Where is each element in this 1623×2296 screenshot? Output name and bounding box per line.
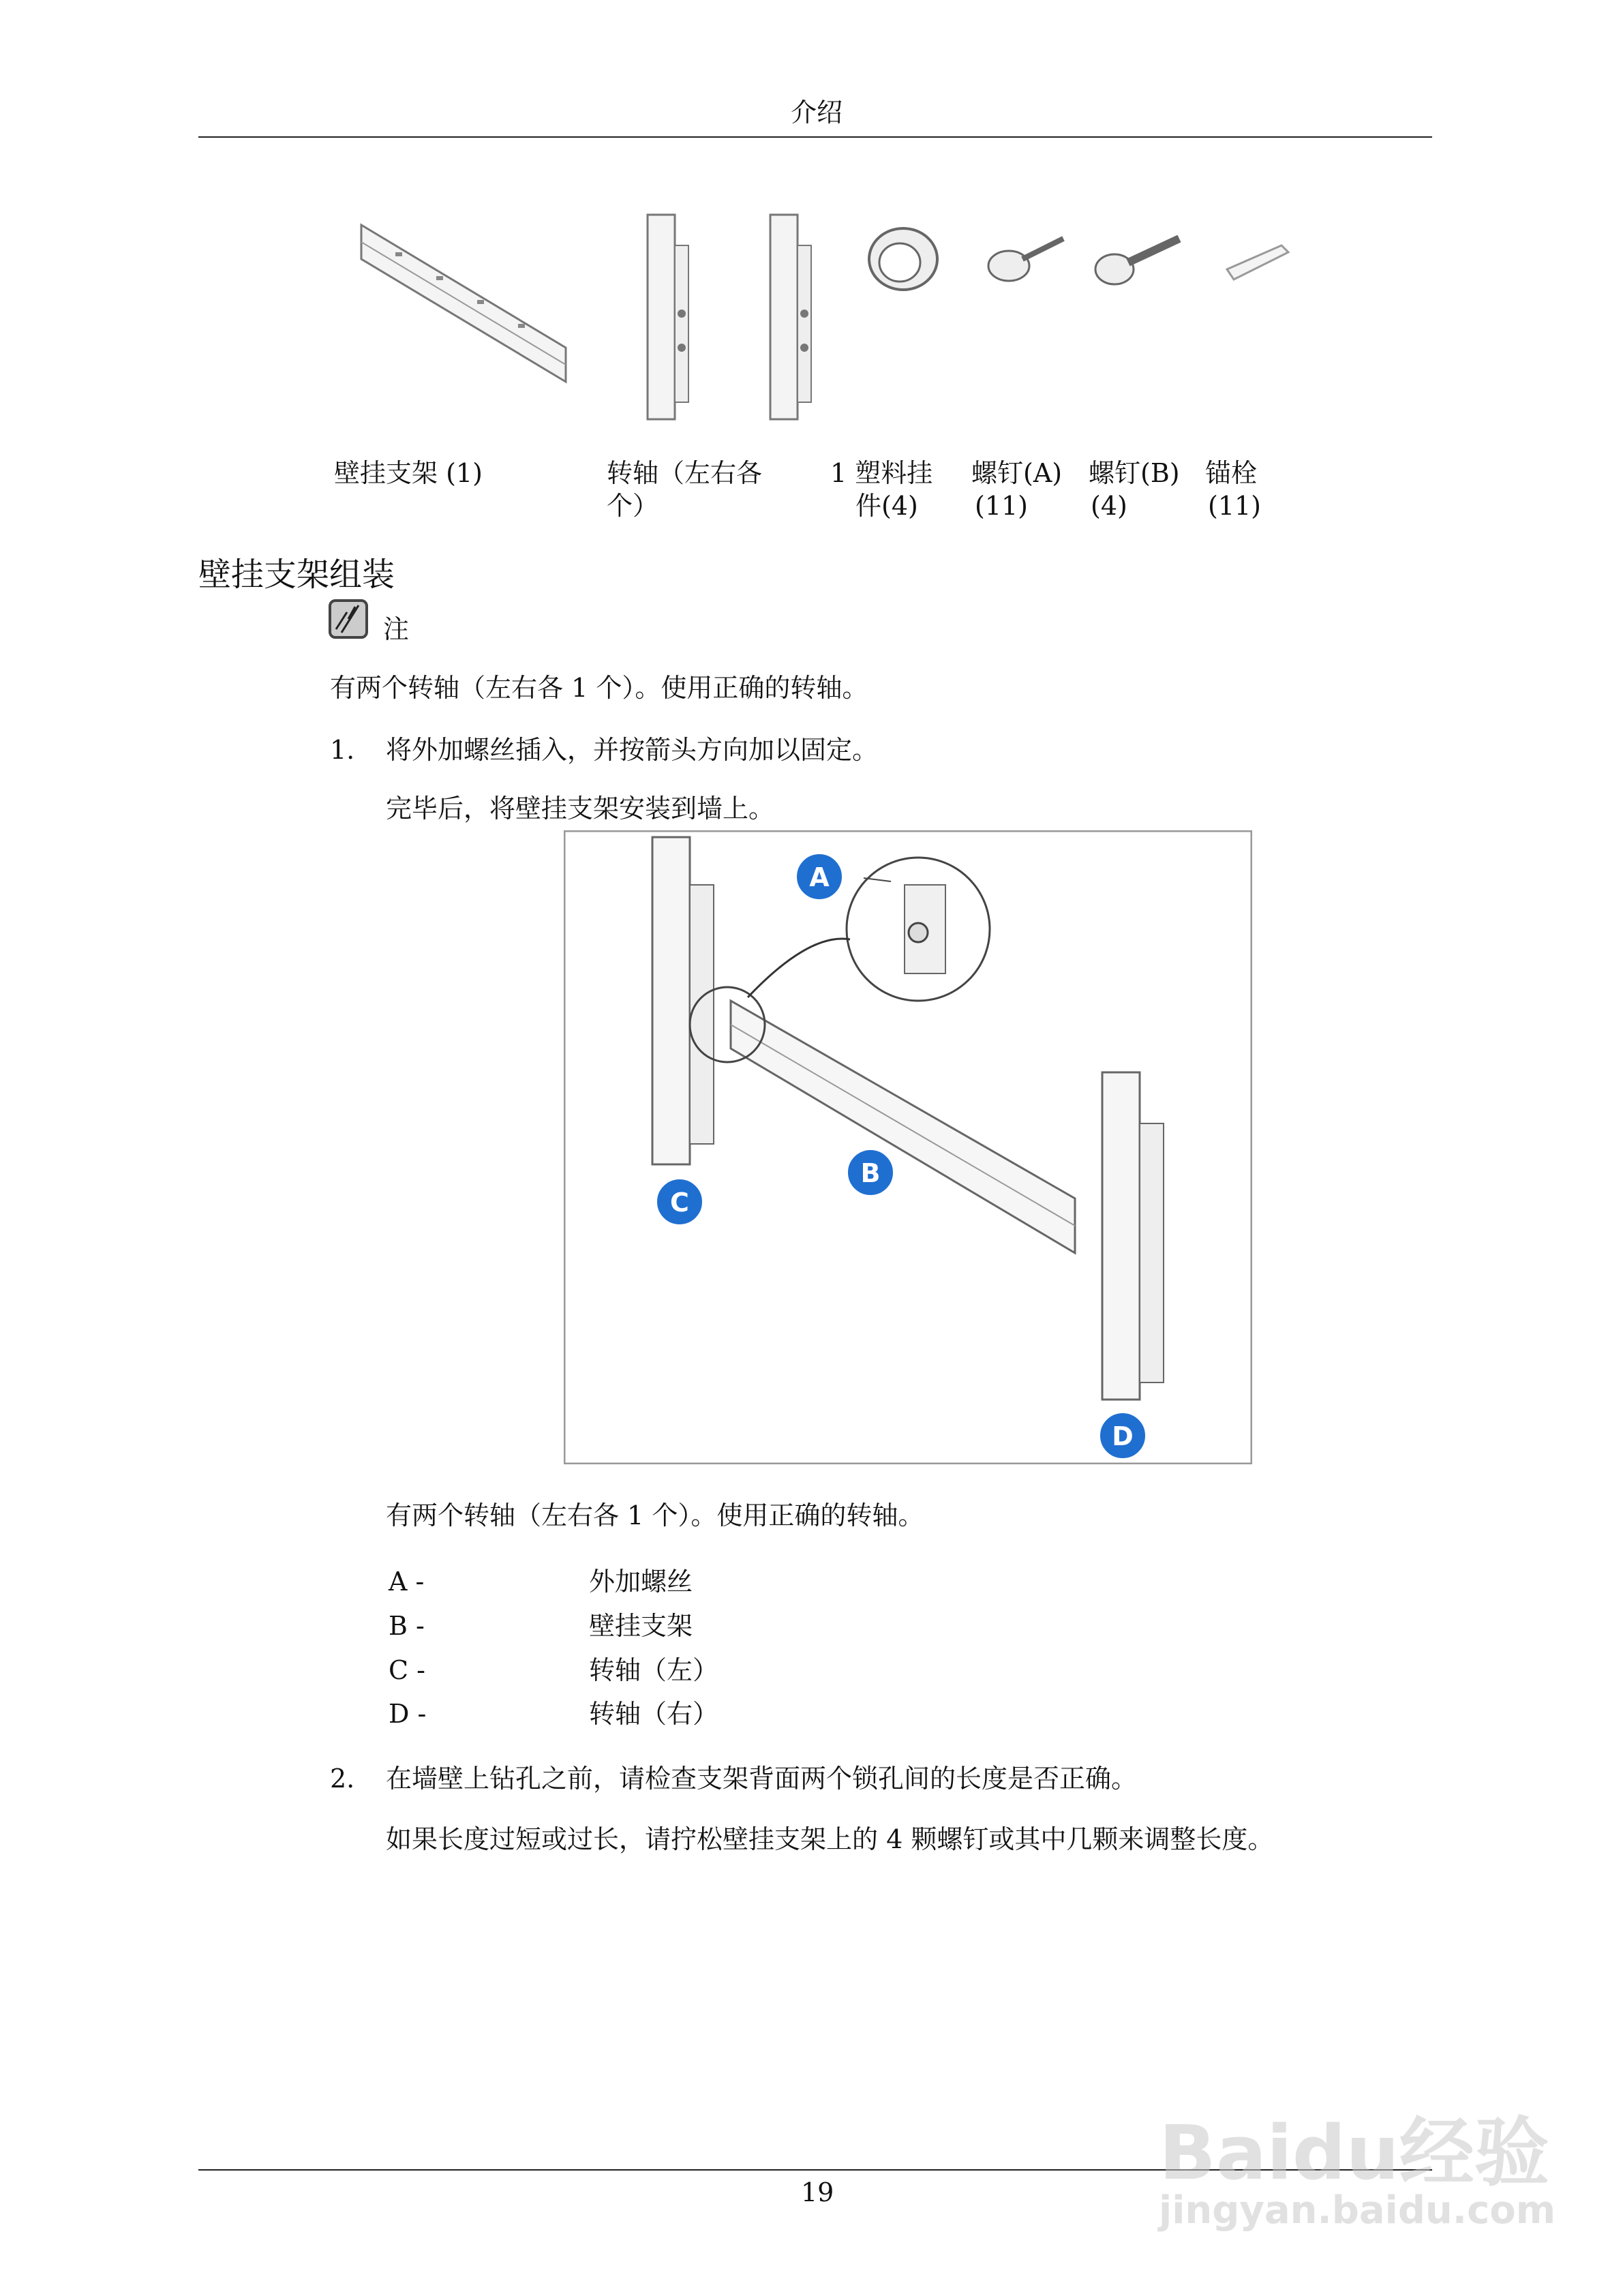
diagram-caption: 有两个转轴（左右各 1 个）。使用正确的转轴。 — [386, 1500, 924, 1531]
svg-text:A: A — [809, 862, 830, 892]
part-label: (4) — [1091, 491, 1127, 522]
svg-text:D: D — [1112, 1421, 1134, 1451]
screw-a-image — [982, 211, 1070, 429]
badge-c — [656, 1178, 703, 1226]
part-label: 锚栓 — [1205, 458, 1258, 489]
wall-bracket-image — [354, 211, 573, 429]
step-subtext: 如果长度过短或过长，请拧松壁挂支架上的 4 颗螺钉或其中几颗来调整长度。 — [386, 1824, 1274, 1855]
anchor-image — [1220, 211, 1302, 429]
legend-key: B - — [389, 1611, 425, 1642]
note-label: 注 — [383, 614, 410, 645]
step-number: 2. — [330, 1764, 355, 1794]
legend-key: C - — [389, 1655, 425, 1686]
part-label: 螺钉(B) — [1089, 458, 1180, 489]
part-label: 转轴（左右各 — [607, 458, 763, 489]
note-text: 有两个转轴（左右各 1 个）。使用正确的转轴。 — [330, 673, 868, 704]
note-icon — [328, 599, 369, 639]
step-number: 1. — [330, 735, 355, 766]
pivot-left-image — [634, 211, 702, 429]
badge-d — [1099, 1412, 1147, 1460]
part-label: (11) — [975, 491, 1029, 522]
legend-value: 壁挂支架 — [589, 1611, 693, 1642]
header-title: 介绍 — [791, 97, 843, 128]
page-number: 19 — [801, 2177, 834, 2208]
part-label: 个） — [607, 491, 659, 522]
legend-value: 转轴（左） — [589, 1655, 719, 1686]
svg-text:B: B — [860, 1158, 881, 1188]
plastic-hanger-image — [862, 211, 944, 429]
part-label: 1 塑料挂 — [830, 458, 933, 489]
svg-text:C: C — [670, 1188, 689, 1218]
step-text: 在墙壁上钻孔之前，请检查支架背面两个锁孔间的长度是否正确。 — [386, 1764, 1138, 1794]
legend-value: 外加螺丝 — [589, 1567, 693, 1597]
part-label: 螺钉(A) — [971, 458, 1063, 489]
badge-b — [847, 1149, 894, 1196]
header-divider — [198, 136, 1432, 138]
badge-a — [795, 853, 843, 901]
screw-b-image — [1091, 211, 1186, 429]
part-label: 壁挂支架 (1) — [334, 458, 483, 489]
pivot-right-image — [757, 211, 825, 429]
step-subtext: 完毕后，将壁挂支架安装到墙上。 — [386, 794, 775, 824]
part-label: 件(4) — [855, 491, 918, 522]
legend-key: A - — [389, 1567, 425, 1597]
assembly-diagram — [564, 830, 1252, 1464]
part-label: (11) — [1208, 491, 1262, 522]
legend-value: 转轴（右） — [589, 1699, 719, 1729]
section-title: 壁挂支架组装 — [198, 556, 395, 594]
step-text: 将外加螺丝插入，并按箭头方向加以固定。 — [386, 735, 879, 766]
watermark-url: jingyan.baidu.com — [1159, 2188, 1556, 2233]
watermark-brand: Baidu经验 — [1159, 2109, 1549, 2196]
legend-key: D - — [389, 1699, 427, 1729]
